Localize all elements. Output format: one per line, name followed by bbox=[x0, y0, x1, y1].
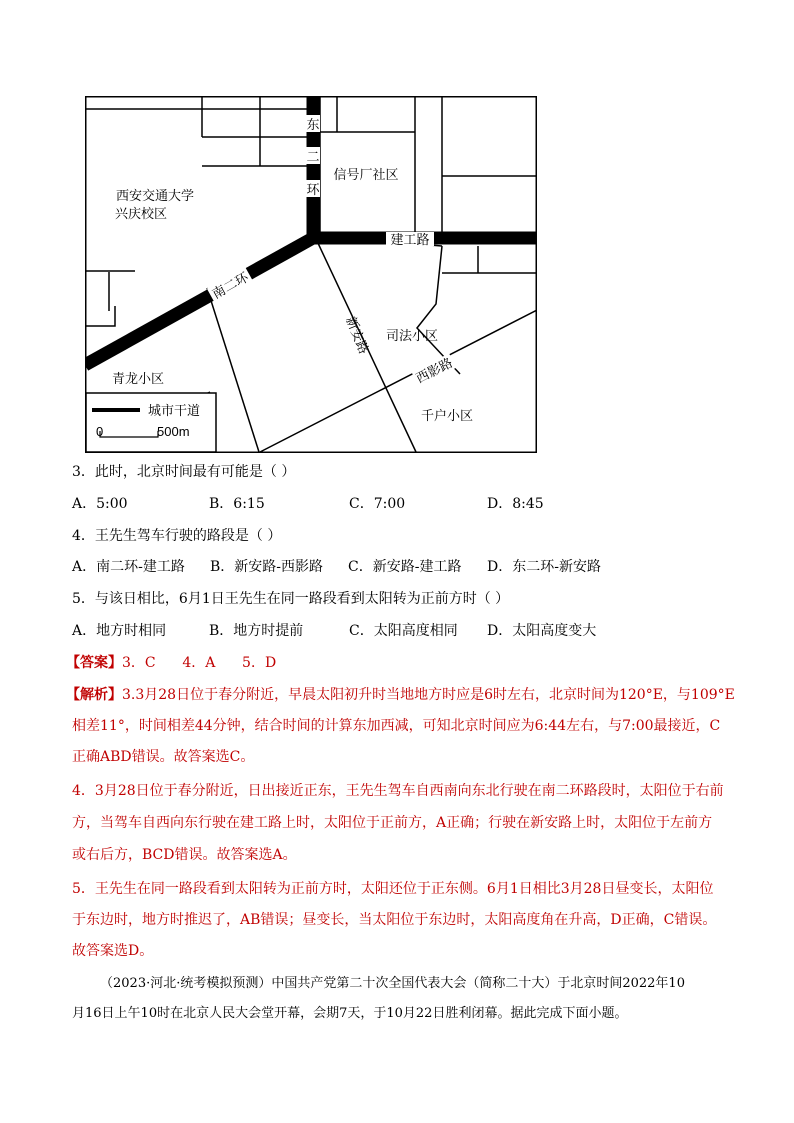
label-xjtu-line1: 西安交通大学 bbox=[115, 188, 195, 203]
scale-end: 500m bbox=[157, 424, 190, 439]
analysis-line-5: 方，当驾车自西向东行驶在建工路上时，太阳位于正前方，A正确；行驶在新安路上时，太阳位于左前方 bbox=[72, 815, 713, 831]
analysis-line-7: 5．王先生在同一路段看到太阳转为正前方时，太阳还位于正东侧。6月1日相比3月28日昼变长，太阳位 bbox=[72, 881, 714, 897]
answer-text: 3．C 4．A 5．D bbox=[122, 655, 277, 671]
q3-option-a[interactable]: A．5:00 bbox=[72, 496, 128, 512]
legend-road-label: 城市干道 bbox=[148, 403, 201, 418]
label-xinhao: 信号厂社区 bbox=[333, 167, 399, 182]
q3-option-b[interactable]: B．6:15 bbox=[209, 496, 265, 512]
q4-options bbox=[72, 557, 601, 577]
q4-option-a[interactable]: A．南二环-建工路 bbox=[72, 559, 185, 575]
label-qinglong: 青龙小区 bbox=[111, 371, 165, 386]
label-sifa: 司法小区 bbox=[385, 328, 439, 343]
analysis-line-6: 或右后方，BCD错误。故答案选A。 bbox=[72, 847, 297, 863]
q5-stem: 5．与该日相比，6月1日王先生在同一路段看到太阳转为正前方时（ ） bbox=[72, 591, 510, 607]
next-intro-line-2: 月16日上午10时在北京人民大会堂开幕，会期7天，于10月22日胜利闭幕。据此完成下面小题。 bbox=[72, 1006, 628, 1021]
label-nanerhuan: 南二环 bbox=[209, 269, 251, 302]
q5-option-c[interactable]: C．太阳高度相同 bbox=[349, 623, 458, 639]
label-dong: 东 bbox=[306, 117, 320, 132]
road-map bbox=[85, 96, 537, 453]
label-xjtu-line2: 兴庆校区 bbox=[114, 206, 168, 221]
analysis-line-1 bbox=[66, 685, 735, 705]
label-huan: 环 bbox=[306, 182, 320, 197]
q3-option-d[interactable]: D．8:45 bbox=[487, 496, 544, 512]
q5-option-d[interactable]: D．太阳高度变大 bbox=[487, 623, 597, 639]
q4-option-b[interactable]: B．新安路-西影路 bbox=[210, 559, 324, 575]
analysis-text-1: 3.3月28日位于春分附近，早晨太阳初升时当地地方时应是6时左右，北京时间为120°E，与109°E bbox=[122, 687, 735, 703]
analysis-line-9: 故答案选D。 bbox=[72, 943, 154, 959]
q3-option-c[interactable]: C．7:00 bbox=[349, 496, 406, 512]
answer-label: 【答案】 bbox=[66, 655, 122, 671]
label-er: 二 bbox=[306, 149, 320, 164]
q4-option-d[interactable]: D．东二环-新安路 bbox=[487, 559, 601, 575]
q4-option-c[interactable]: C．新安路-建工路 bbox=[348, 559, 462, 575]
label-qianhu: 千户小区 bbox=[420, 408, 474, 423]
answer-line bbox=[66, 653, 276, 673]
q5-options bbox=[72, 621, 596, 641]
q5-option-b[interactable]: B．地方时提前 bbox=[209, 623, 304, 639]
analysis-line-8: 于东边时，地方时推迟了，AB错误；昼变长，当太阳位于东边时，太阳高度角在升高，D正确，C错误。 bbox=[72, 912, 717, 928]
q5-option-a[interactable]: A．地方时相同 bbox=[72, 623, 167, 639]
analysis-line-3: 正确ABD错误。故答案选C。 bbox=[72, 749, 255, 765]
q3-options bbox=[72, 494, 544, 514]
next-intro-line-1: （2023·河北·统考模拟预测）中国共产党第二十次全国代表大会（简称二十大）于北京时间2022年10 bbox=[100, 976, 685, 991]
analysis-label: 【解析】 bbox=[66, 687, 122, 703]
q4-stem: 4．王先生驾车行驶的路段是（ ） bbox=[72, 528, 282, 544]
legend-box bbox=[86, 393, 216, 452]
label-xinan: 新安路 bbox=[343, 314, 372, 357]
label-xiying: 西影路 bbox=[413, 354, 456, 386]
analysis-line-2: 相差11°，时间相差44分钟，结合时间的计算东加西减，可知北京时间应为6:44左右，与7:00最接近，C bbox=[72, 718, 721, 734]
analysis-line-4: 4．3月28日位于春分附近，日出接近正东，王先生驾车自西南向东北行驶在南二环路段时，太阳位于右前 bbox=[72, 783, 724, 799]
q3-stem: 3．此时，北京时间最有可能是（ ） bbox=[72, 464, 296, 480]
scale-zero: 0 bbox=[96, 424, 104, 439]
label-jianong: 建工路 bbox=[390, 232, 430, 247]
